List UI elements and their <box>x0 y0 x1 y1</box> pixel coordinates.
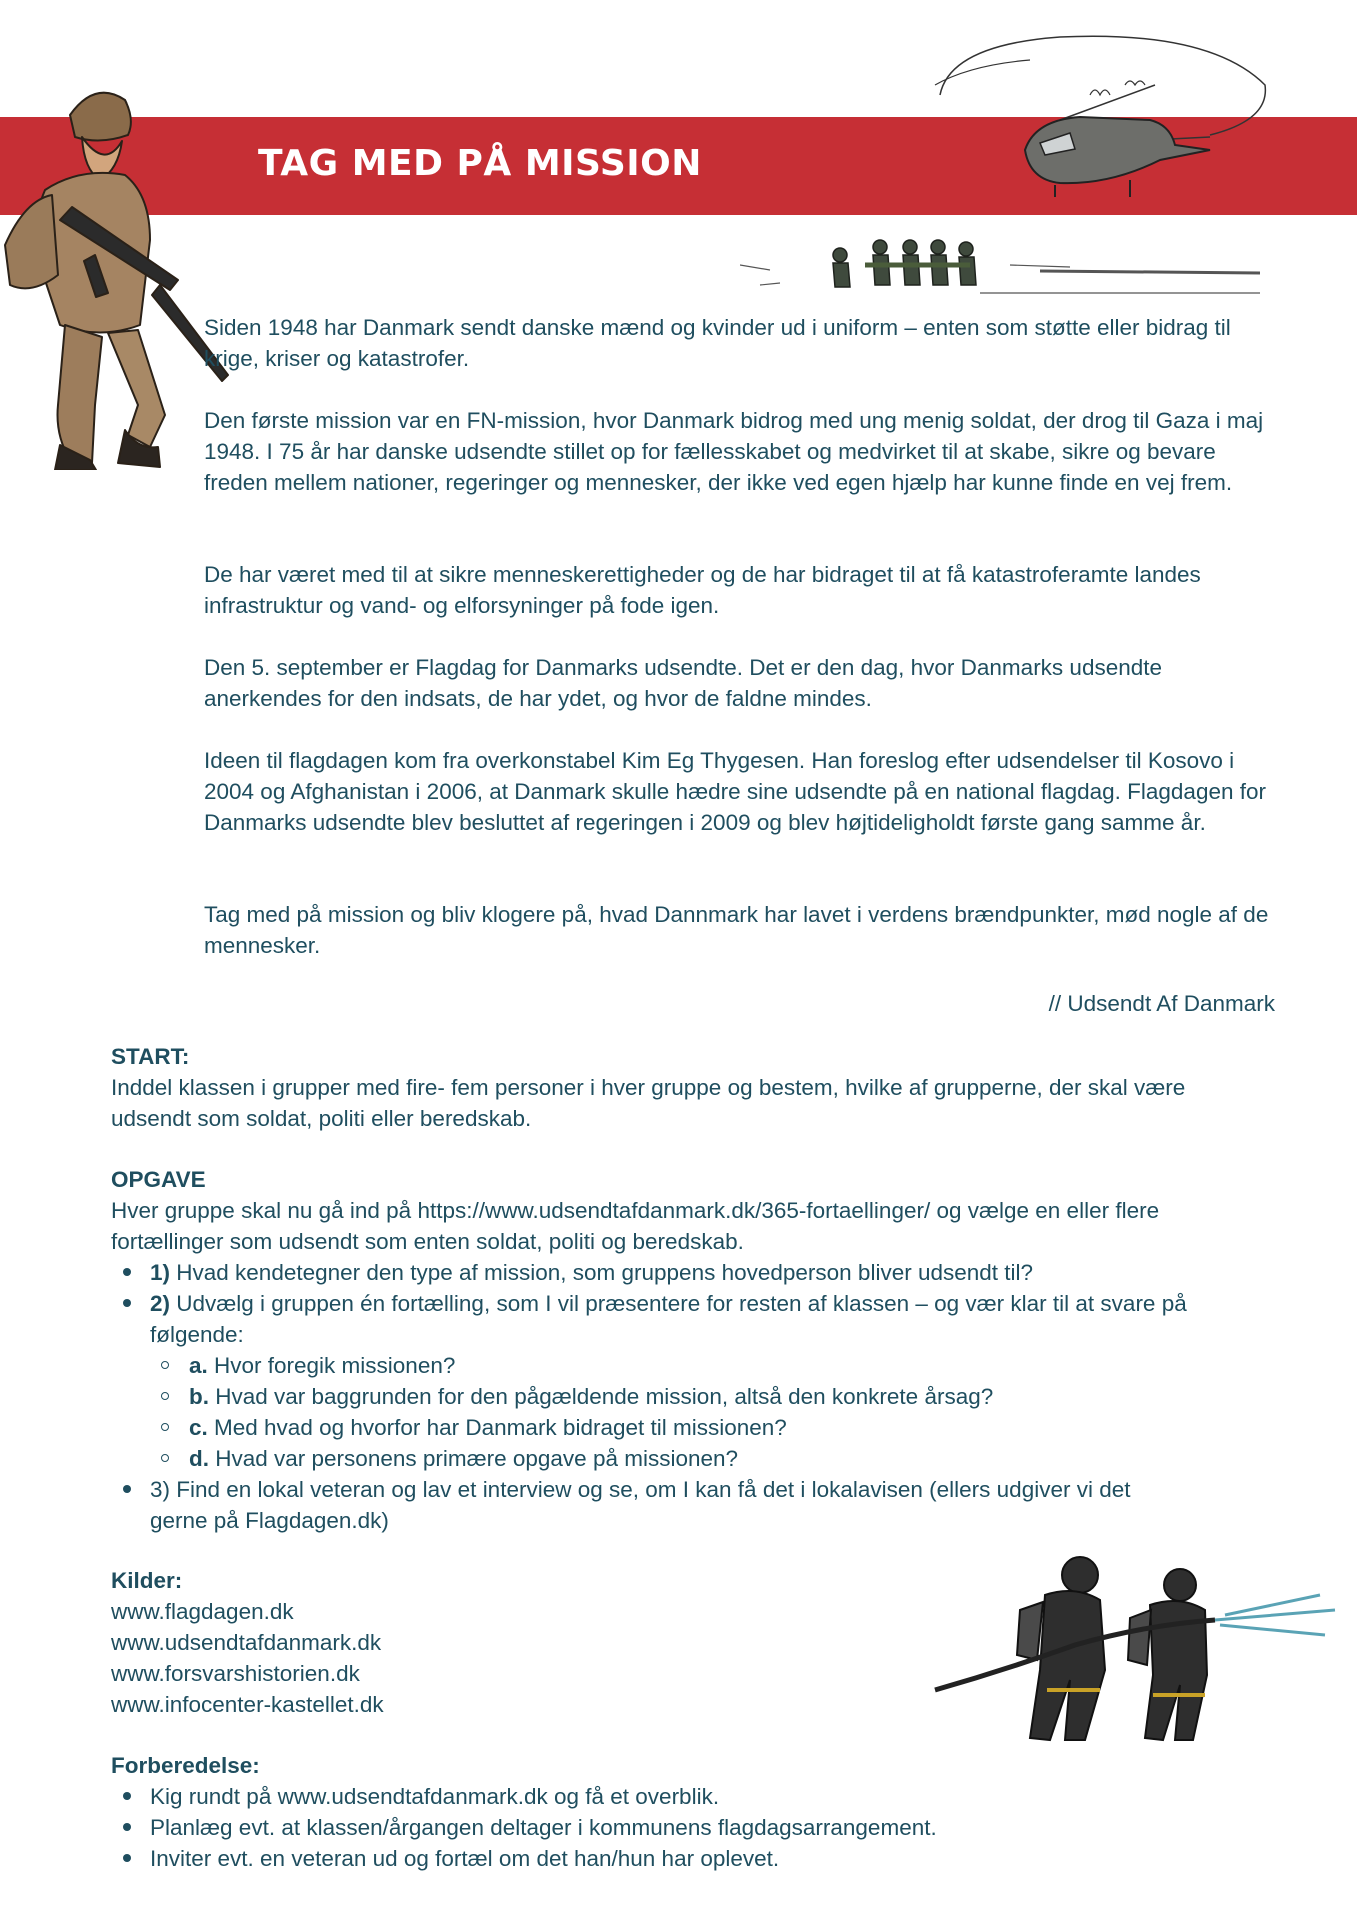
intro-paragraph-5: Ideen til flagdagen kom fra overkonstabel Kim Eg Thygesen. Han foreslog efter udsendelser til Kosovo i 2004 og Afghanistan i 2006, at Danmark skulle hædre sine udsendte på en national flagdag. Flagdagen for Danmarks udsendte blev besluttet af regeringen i 2009 og blev højtideligholdt første gang samme år. <box>204 748 1266 835</box>
sub-letter: c. <box>189 1415 208 1440</box>
source-link[interactable]: www.infocenter-kastellet.dk <box>111 1692 384 1717</box>
opgave-section <box>111 1164 1191 1536</box>
opgave-list <box>111 1257 1191 1536</box>
sub-list-item <box>111 1412 1191 1443</box>
item-text: 3) Find en lokal veteran og lav et interview og se, om I kan få det i lokalavisen (ellers udgiver vi det gerne på Flagdagen.dk) <box>150 1477 1131 1533</box>
sub-list-item <box>111 1350 1191 1381</box>
list-item <box>111 1288 1191 1350</box>
stretcher-team-illustration <box>740 225 1260 305</box>
forberedelse-heading: Forberedelse: <box>111 1753 260 1778</box>
list-item: Planlæg evt. at klassen/årgangen deltager i kommunens flagdagsarrangement. <box>111 1812 1191 1843</box>
opgave-heading: OPGAVE <box>111 1167 206 1192</box>
item-text: Udvælg i gruppen én fortælling, som I vil præsentere for resten af klassen – og vær klar til at svare på følgende: <box>150 1291 1187 1347</box>
opgave-text: Hver gruppe skal nu gå ind på https://www.udsendtafdanmark.dk/365-fortaellinger/ og vælge en eller flere fortællinger som udsendt som enten soldat, politi og beredskab. <box>111 1198 1160 1254</box>
sub-letter: d. <box>189 1446 209 1471</box>
source-link[interactable]: www.udsendtafdanmark.dk <box>111 1630 382 1655</box>
source-link[interactable]: www.flagdagen.dk <box>111 1599 294 1624</box>
intro-paragraph-3: De har været med til at sikre menneskerettigheder og de har bidraget til at få katastroferamte landes infrastruktur og vand- og elforsyninger på fode igen. <box>204 562 1201 618</box>
firefighters-illustration <box>925 1540 1345 1750</box>
sub-text: Med hvad og hvorfor har Danmark bidraget til missionen? <box>207 1415 787 1440</box>
list-item <box>111 1474 1191 1536</box>
kilder-heading: Kilder: <box>111 1568 183 1593</box>
list-item: Inviter evt. en veteran ud og fortæl om det han/hun har oplevet. <box>111 1843 1191 1874</box>
page-title: TAG MED PÅ MISSION <box>258 143 702 184</box>
sub-text: Hvor foregik missionen? <box>207 1353 456 1378</box>
start-section <box>111 1041 1191 1134</box>
sub-letter: a. <box>189 1353 208 1378</box>
item-number: 1) <box>150 1260 171 1285</box>
forberedelse-list <box>111 1781 1191 1874</box>
helicopter-illustration <box>910 25 1280 205</box>
start-text: Inddel klassen i grupper med fire- fem personer i hver gruppe og bestem, hvilke af grupperne, der skal være udsendt som soldat, politi eller beredskab. <box>111 1075 1186 1131</box>
intro-paragraph-2: Den første mission var en FN-mission, hvor Danmark bidrog med ung menig soldat, der drog til Gaza i maj 1948. I 75 år har danske udsendte stillet op for fællesskabet og medvirket til at skabe, sikre og bevare freden mellem nationer, regeringer og mennesker, der ikke ved egen hjælp har kunne finde en vej frem. <box>204 408 1264 495</box>
sub-list-item <box>111 1443 1191 1474</box>
list-item: Kig rundt på www.udsendtafdanmark.dk og få et overblik. <box>111 1781 1191 1812</box>
item-text: Hvad kendetegner den type af mission, som gruppens hovedperson bliver udsendt til? <box>170 1260 1034 1285</box>
forberedelse-section <box>111 1750 1191 1874</box>
kilder-section <box>111 1565 811 1720</box>
signature: // Udsendt Af Danmark <box>1048 991 1275 1016</box>
soldier-illustration <box>0 75 235 470</box>
sub-text: Hvad var baggrunden for den pågældende mission, altså den konkrete årsag? <box>209 1384 994 1409</box>
item-number: 2) <box>150 1291 171 1316</box>
sub-text: Hvad var personens primære opgave på missionen? <box>209 1446 739 1471</box>
intro-paragraph-1: Siden 1948 har Danmark sendt danske mænd og kvinder ud i uniform – enten som støtte eller bidrag til krige, kriser og katastrofer. <box>204 315 1231 371</box>
intro-paragraph-4: Den 5. september er Flagdag for Danmarks udsendte. Det er den dag, hvor Danmarks udsendte anerkendes for den indsats, de har ydet, og hvor de faldne mindes. <box>204 655 1163 711</box>
sub-list-item <box>111 1381 1191 1412</box>
start-heading: START: <box>111 1044 190 1069</box>
list-item <box>111 1257 1191 1288</box>
intro-paragraph-6: Tag med på mission og bliv klogere på, hvad Dannmark har lavet i verdens brændpunkter, mød nogle af de mennesker. <box>204 902 1269 958</box>
source-link[interactable]: www.forsvarshistorien.dk <box>111 1661 360 1686</box>
sub-letter: b. <box>189 1384 209 1409</box>
